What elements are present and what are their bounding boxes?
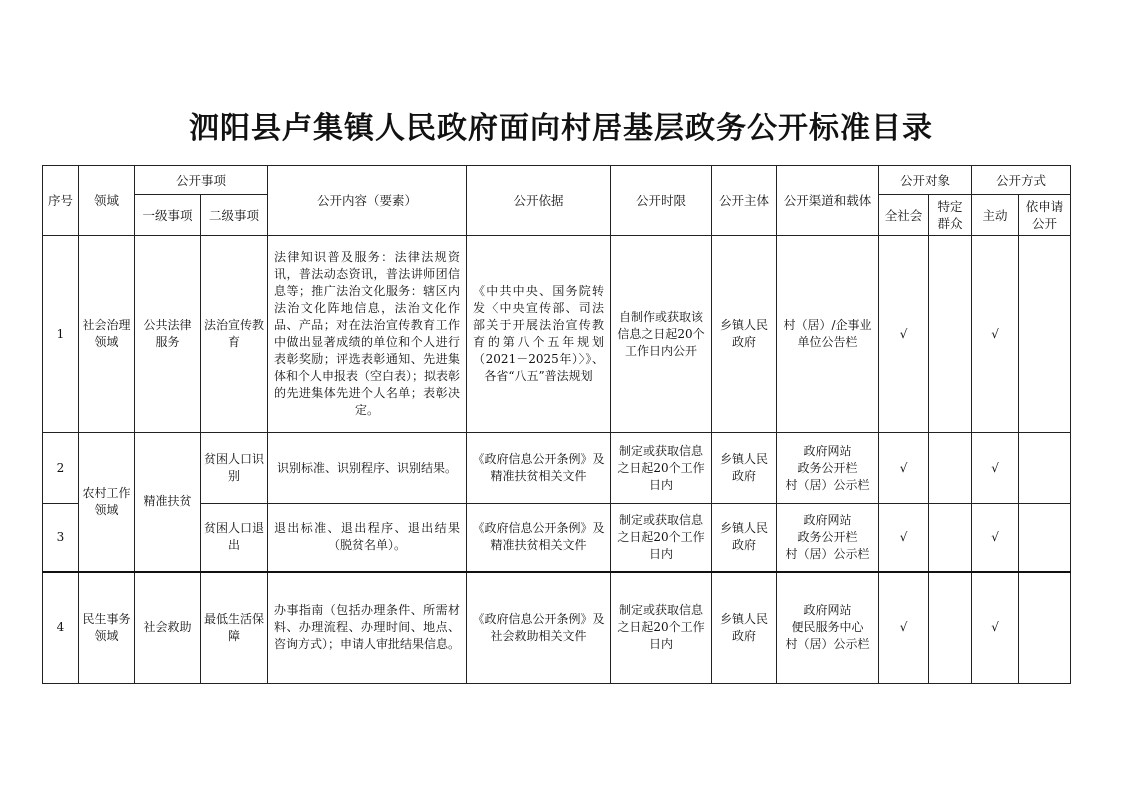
row-mode-request bbox=[1019, 433, 1071, 504]
check-mark: √ bbox=[972, 236, 1019, 433]
row-level1: 公共法律服务 bbox=[135, 236, 201, 433]
row-level2: 最低生活保障 bbox=[201, 572, 268, 684]
channel-line: 村（居）公示栏 bbox=[785, 546, 870, 561]
row-level1-merged: 精准扶贫 bbox=[135, 433, 201, 572]
row-mode-request bbox=[1019, 236, 1071, 433]
channel-line: 政务公开栏 bbox=[797, 460, 858, 475]
row-content: 退出标准、退出程序、退出结果（脱贫名单）。 bbox=[268, 504, 467, 572]
header-target-all: 全社会 bbox=[879, 195, 929, 236]
row-content: 识别标准、识别程序、识别结果。 bbox=[268, 433, 467, 504]
row-subject: 乡镇人民政府 bbox=[712, 504, 777, 572]
header-time-limit: 公开时限 bbox=[611, 166, 712, 236]
row-content: 办事指南（包括办理条件、所需材料、办理流程、办理时间、地点、咨询方式）；申请人审批结果信息。 bbox=[268, 572, 467, 684]
header-level1: 一级事项 bbox=[135, 195, 201, 236]
row-seq: 1 bbox=[43, 236, 79, 433]
row-time-limit: 自制作或获取该信息之日起20个工作日内公开 bbox=[611, 236, 712, 433]
header-mode-group: 公开方式 bbox=[972, 166, 1071, 195]
header-basis: 公开依据 bbox=[467, 166, 611, 236]
row-level1: 社会救助 bbox=[135, 572, 201, 684]
row-target-specific bbox=[929, 504, 972, 572]
row-subject: 乡镇人民政府 bbox=[712, 433, 777, 504]
header-content: 公开内容（要素） bbox=[268, 166, 467, 236]
row-channel bbox=[777, 433, 879, 504]
check-mark: √ bbox=[879, 236, 929, 433]
channel-line: 村（居）公示栏 bbox=[785, 637, 870, 652]
channel-line: 村（居）公示栏 bbox=[785, 477, 870, 492]
row-seq: 2 bbox=[43, 433, 79, 504]
check-mark: √ bbox=[972, 572, 1019, 684]
header-level2: 二级事项 bbox=[201, 195, 268, 236]
table-row bbox=[43, 572, 1071, 684]
channel-line: 政府网站 bbox=[803, 443, 852, 458]
header-mode-request: 依申请公开 bbox=[1019, 195, 1071, 236]
header-channel: 公开渠道和载体 bbox=[777, 166, 879, 236]
row-level2: 法治宣传教育 bbox=[201, 236, 268, 433]
header-seq: 序号 bbox=[43, 166, 79, 236]
row-target-specific bbox=[929, 433, 972, 504]
row-domain: 社会治理领域 bbox=[79, 236, 135, 433]
row-target-specific bbox=[929, 572, 972, 684]
row-time-limit: 制定或获取信息之日起20个工作日内 bbox=[611, 504, 712, 572]
channel-line: 政府网站 bbox=[803, 603, 852, 618]
row-level2: 贫困人口识别 bbox=[201, 433, 268, 504]
channel-line: 政务公开栏 bbox=[797, 529, 858, 544]
channel-line: 便民服务中心 bbox=[791, 620, 864, 635]
table-row bbox=[43, 236, 1071, 433]
header-subject: 公开主体 bbox=[712, 166, 777, 236]
row-basis: 《政府信息公开条例》及精准扶贫相关文件 bbox=[467, 504, 611, 572]
check-mark: √ bbox=[972, 433, 1019, 504]
channel-line: 政府网站 bbox=[803, 512, 852, 527]
check-mark: √ bbox=[879, 433, 929, 504]
header-item-group: 公开事项 bbox=[135, 166, 268, 195]
row-channel bbox=[777, 572, 879, 684]
header-mode-active: 主动 bbox=[972, 195, 1019, 236]
row-basis: 《政府信息公开条例》及社会救助相关文件 bbox=[467, 572, 611, 684]
row-channel bbox=[777, 504, 879, 572]
check-mark: √ bbox=[972, 504, 1019, 572]
header-target-specific: 特定群众 bbox=[929, 195, 972, 236]
row-basis: 《政府信息公开条例》及精准扶贫相关文件 bbox=[467, 433, 611, 504]
row-mode-request bbox=[1019, 572, 1071, 684]
row-subject: 乡镇人民政府 bbox=[712, 236, 777, 433]
row-channel: 村（居）/企事业单位公告栏 bbox=[777, 236, 879, 433]
header-target-group: 公开对象 bbox=[879, 166, 972, 195]
row-content: 法律知识普及服务：法律法规资讯，普法动态资讯，普法讲师团信息等；推广法治文化服务：辖区内法治文化阵地信息，法治文化作品、产品；对在法治宣传教育工作中做出显著成绩的单位和个人进行表彰奖励；评选表彰通知、先进集体和个人申报表（空白表）；拟表彰的先进集体先进个人名单；表彰决定。 bbox=[268, 236, 467, 433]
row-mode-request bbox=[1019, 504, 1071, 572]
row-target-specific bbox=[929, 236, 972, 433]
header-row-1 bbox=[43, 166, 1071, 195]
row-time-limit: 制定或获取信息之日起20个工作日内 bbox=[611, 433, 712, 504]
row-basis: 《中共中央、国务院转发〈中央宣传部、司法部关于开展法治宣传教育的第八个五年规划（2021－2025年）〉》、各省“八五”普法规划 bbox=[467, 236, 611, 433]
page-title: 泗阳县卢集镇人民政府面向村居基层政务公开标准目录 bbox=[189, 111, 933, 146]
row-time-limit: 制定或获取信息之日起20个工作日内 bbox=[611, 572, 712, 684]
row-level2: 贫困人口退出 bbox=[201, 504, 268, 572]
check-mark: √ bbox=[879, 572, 929, 684]
table-row bbox=[43, 433, 1071, 504]
catalog-table bbox=[42, 165, 1071, 684]
row-domain: 民生事务领域 bbox=[79, 572, 135, 684]
row-seq: 3 bbox=[43, 504, 79, 572]
row-subject: 乡镇人民政府 bbox=[712, 572, 777, 684]
check-mark: √ bbox=[879, 504, 929, 572]
row-seq: 4 bbox=[43, 572, 79, 684]
row-domain-merged: 农村工作领域 bbox=[79, 433, 135, 572]
header-domain: 领域 bbox=[79, 166, 135, 236]
